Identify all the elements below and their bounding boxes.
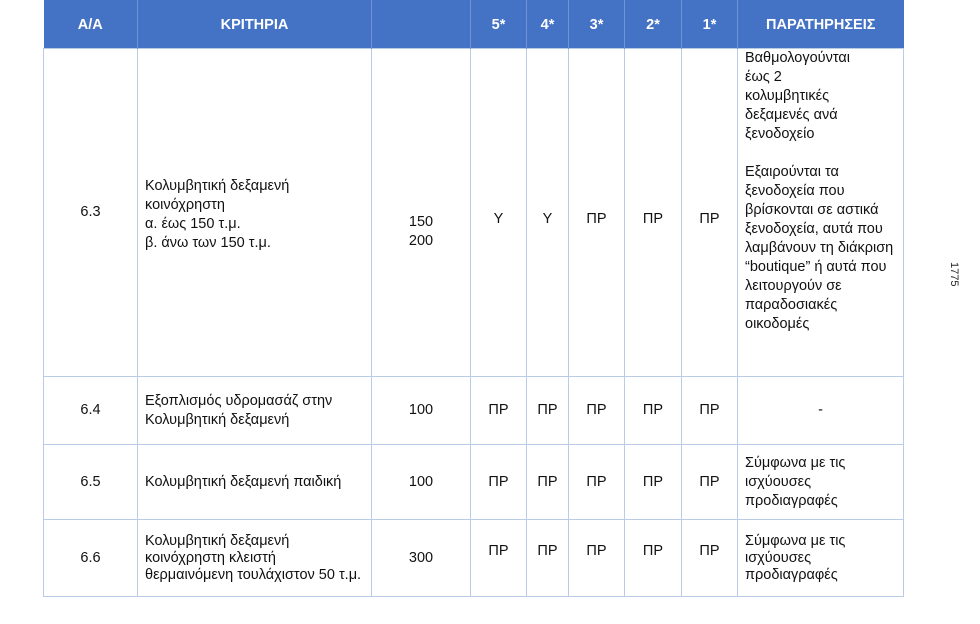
header-criteria: ΚΡΙΤΗΡΙΑ	[138, 0, 372, 49]
criterion-text	[138, 49, 372, 377]
header-2-star: 2*	[625, 0, 682, 49]
notes-cell	[738, 49, 904, 377]
requirement-3-star: ΠΡ	[569, 377, 625, 445]
criterion-line: Κολυμβητική δεξαμενή	[145, 177, 290, 194]
notes-line: Σύμφωνα με τις	[745, 532, 846, 549]
requirement-3-star: ΠΡ	[569, 49, 625, 377]
row-number: 6.5	[44, 445, 138, 520]
row-number: 6.4	[44, 377, 138, 445]
notes-line: λαμβάνουν τη διάκριση	[745, 240, 894, 256]
requirement-2-star: ΠΡ	[625, 49, 682, 377]
page-number: 1775	[948, 262, 960, 287]
points-value: 100	[372, 377, 471, 445]
requirement-4-star: Υ	[527, 49, 569, 377]
requirement-2-star: ΠΡ	[625, 520, 682, 597]
row-number: 6.3	[44, 49, 138, 377]
criterion-line: Κολυμβητική δεξαμενή	[145, 411, 290, 428]
notes-line: ξενοδοχεία που	[745, 183, 845, 199]
points-value: 100	[372, 445, 471, 520]
requirement-5-star: ΠΡ	[471, 377, 527, 445]
notes-line: “boutique” ή αυτά που	[745, 259, 887, 275]
criterion-text	[138, 377, 372, 445]
criterion-line: α. έως 150 τ.μ.	[145, 215, 241, 232]
requirement-1-star: ΠΡ	[682, 520, 738, 597]
notes-line: Σύμφωνα με τις	[745, 454, 846, 471]
notes-line: Εξαιρούνται τα	[745, 164, 839, 180]
notes-cell	[738, 520, 904, 597]
requirement-5-star: Υ	[471, 49, 527, 377]
requirement-4-star: ΠΡ	[527, 445, 569, 520]
table-row	[44, 49, 904, 377]
criterion-text	[138, 520, 372, 597]
notes-line: οικοδομές	[745, 316, 810, 332]
notes-line: προδιαγραφές	[745, 566, 838, 583]
notes-line: κολυμβητικές	[745, 88, 830, 104]
notes-line: λειτουργούν σε	[745, 278, 842, 294]
notes-line: Βαθμολογούνται	[745, 50, 850, 66]
criterion-line: β. άνω των 150 τ.μ.	[145, 234, 271, 251]
notes-line: έως 2	[745, 69, 782, 85]
notes-line: ισχύουσες	[745, 473, 812, 490]
notes-line: βρίσκονται σε αστικά	[745, 202, 879, 218]
criterion-line: θερμαινόμενη τουλάχιστον 50 τ.μ.	[145, 566, 362, 583]
requirement-1-star: ΠΡ	[682, 377, 738, 445]
header-5-star: 5*	[471, 0, 527, 49]
requirement-1-star: ΠΡ	[682, 445, 738, 520]
points-value: 150	[408, 214, 434, 230]
requirement-4-star: ΠΡ	[527, 377, 569, 445]
points-value: 300	[372, 520, 471, 597]
header-1-star: 1*	[682, 0, 738, 49]
header-3-star: 3*	[569, 0, 625, 49]
requirement-3-star: ΠΡ	[569, 445, 625, 520]
table-header-row	[44, 0, 904, 49]
requirement-5-star: ΠΡ	[471, 520, 527, 597]
points-cell	[372, 49, 471, 377]
requirement-2-star: ΠΡ	[625, 445, 682, 520]
criterion-line: κοινόχρηστη κλειστή	[145, 549, 276, 566]
criterion-line: Εξοπλισμός υδρομασάζ στην	[145, 392, 333, 409]
paragraph-gap	[745, 144, 896, 163]
points-value: 200	[408, 233, 434, 249]
header-notes: ΠΑΡΑΤΗΡΗΣΕΙΣ	[738, 0, 904, 49]
criterion-line: κοινόχρηστη	[145, 196, 225, 213]
notes-line: προδιαγραφές	[745, 492, 838, 509]
requirement-3-star: ΠΡ	[569, 520, 625, 597]
requirement-2-star: ΠΡ	[625, 377, 682, 445]
header-aa: Α/Α	[44, 0, 138, 49]
criteria-table	[43, 0, 904, 597]
table-row	[44, 520, 904, 597]
notes-cell	[738, 445, 904, 520]
notes-cell: -	[738, 377, 904, 445]
table-row	[44, 377, 904, 445]
header-4-star: 4*	[527, 0, 569, 49]
notes-line: δεξαμενές ανά	[745, 107, 838, 123]
requirement-5-star: ΠΡ	[471, 445, 527, 520]
notes-line: ξενοδοχεία, αυτά που	[745, 221, 883, 237]
requirement-1-star: ΠΡ	[682, 49, 738, 377]
header-points	[372, 0, 471, 49]
row-number: 6.6	[44, 520, 138, 597]
criterion-line: Κολυμβητική δεξαμενή παιδική	[145, 473, 342, 490]
criterion-line: Κολυμβητική δεξαμενή	[145, 532, 290, 549]
notes-line: παραδοσιακές	[745, 297, 838, 313]
table-row	[44, 445, 904, 520]
criterion-text	[138, 445, 372, 520]
notes-line: ξενοδοχείο	[745, 126, 815, 142]
requirement-4-star: ΠΡ	[527, 520, 569, 597]
notes-line: ισχύουσες	[745, 549, 812, 566]
